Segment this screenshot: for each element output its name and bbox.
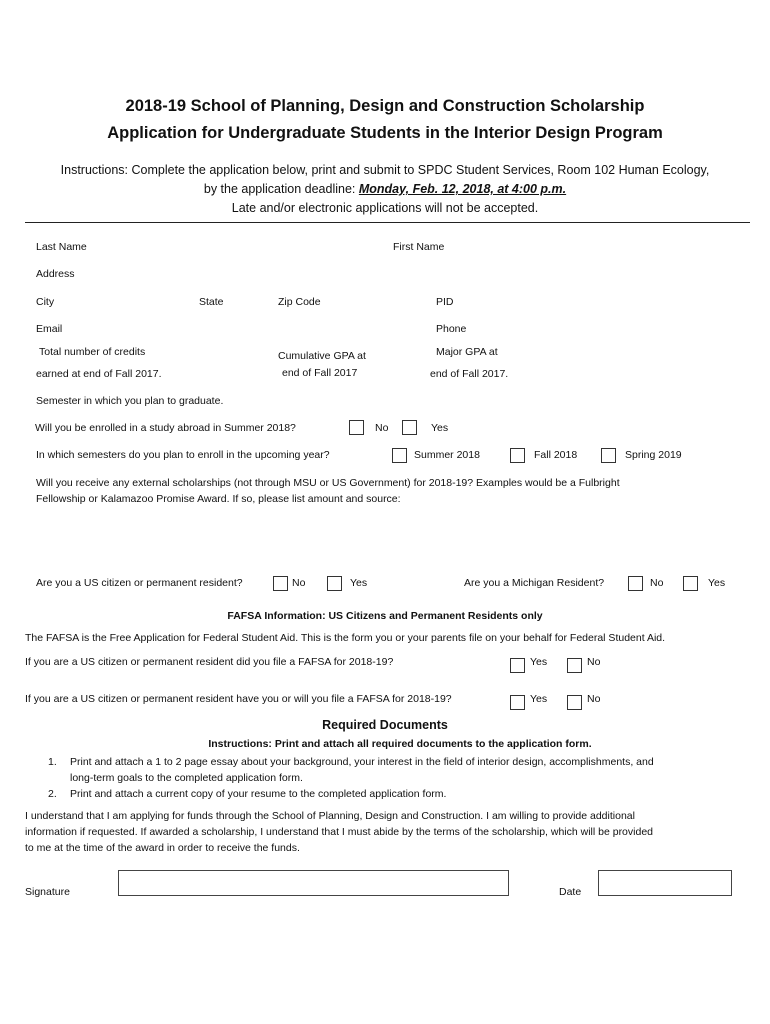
email-label: Email: [36, 323, 63, 335]
fall-2018-checkbox[interactable]: [510, 448, 525, 463]
fafsa-question-1: If you are a US citizen or permanent resident did you file a FAFSA for 2018-19?: [25, 656, 394, 668]
instructions-line2: [0, 182, 770, 196]
graduation-semester-label: Semester in which you plan to graduate.: [36, 395, 224, 407]
fafsa-question-2: If you are a US citizen or permanent resident have you or will you file a FAFSA for 2018-19?: [25, 693, 452, 705]
required-item-1-number: 1.: [48, 756, 57, 768]
fall-2018-label: Fall 2018: [534, 449, 578, 461]
citizen-no-label: No: [292, 577, 306, 589]
external-scholarships-line2: Fellowship or Kalamazoo Promise Award. If so, please list amount and source:: [36, 493, 401, 505]
major-gpa-label-line2: end of Fall 2017.: [430, 368, 509, 380]
semesters-question: In which semesters do you plan to enroll in the upcoming year?: [36, 449, 330, 461]
required-item-1-line1: Print and attach a 1 to 2 page essay about your background, your interest in the field of interior design, accomplishments, and: [70, 756, 654, 768]
study-abroad-yes-label: Yes: [431, 422, 449, 434]
form-title-line1: 2018-19 School of Planning, Design and Construction Scholarship: [125, 97, 645, 115]
zip-code-label: Zip Code: [278, 296, 321, 308]
michigan-yes-checkbox[interactable]: [683, 576, 698, 591]
instructions-line3: Late and/or electronic applications will not be accepted.: [231, 201, 539, 215]
citizen-yes-checkbox[interactable]: [327, 576, 342, 591]
fafsa-q1-yes-checkbox[interactable]: [510, 658, 525, 673]
citizen-question: Are you a US citizen or permanent resident?: [36, 577, 243, 589]
required-item-1-line2: long-term goals to the completed application form.: [70, 772, 303, 784]
summer-2018-checkbox[interactable]: [392, 448, 407, 463]
spring-2019-checkbox[interactable]: [601, 448, 616, 463]
fafsa-q1-yes-label: Yes: [530, 656, 548, 668]
agreement-line2: information if requested. If awarded a scholarship, I understand that I must abide by the terms of the scholarship, which will be provided: [25, 826, 654, 838]
first-name-label: First Name: [393, 241, 445, 253]
study-abroad-no-checkbox[interactable]: [349, 420, 364, 435]
fafsa-q1-no-label: No: [587, 656, 601, 668]
study-abroad-yes-checkbox[interactable]: [402, 420, 417, 435]
phone-label: Phone: [436, 323, 467, 335]
fafsa-heading: FAFSA Information: US Citizens and Permanent Residents only: [227, 610, 543, 622]
study-abroad-question: Will you be enrolled in a study abroad in Summer 2018?: [35, 422, 296, 434]
required-documents-instructions: Instructions: Print and attach all required documents to the application form.: [208, 738, 592, 750]
fafsa-description: The FAFSA is the Free Application for Federal Student Aid. This is the form you or your parents file on your behalf for Federal Student Aid.: [25, 632, 666, 644]
credits-label-line2: earned at end of Fall 2017.: [36, 368, 162, 380]
major-gpa-label-line1: Major GPA at: [436, 346, 498, 358]
spring-2019-label: Spring 2019: [625, 449, 682, 461]
summer-2018-label: Summer 2018: [414, 449, 480, 461]
fafsa-q2-no-label: No: [587, 693, 601, 705]
state-label: State: [199, 296, 224, 308]
required-item-2-number: 2.: [48, 788, 57, 800]
citizen-yes-label: Yes: [350, 577, 368, 589]
external-scholarships-line1: Will you receive any external scholarships (not through MSU or US Government) for 2018-19? Examples would be a Fulbright: [36, 477, 620, 489]
fafsa-q2-yes-label: Yes: [530, 693, 548, 705]
cumulative-gpa-label-line1: Cumulative GPA at: [278, 350, 366, 362]
fafsa-q1-no-checkbox[interactable]: [567, 658, 582, 673]
credits-label-line1: Total number of credits: [39, 346, 146, 358]
michigan-yes-label: Yes: [708, 577, 726, 589]
header-divider: [25, 222, 750, 223]
fafsa-q2-yes-checkbox[interactable]: [510, 695, 525, 710]
form-title-line2: Application for Undergraduate Students in the Interior Design Program: [107, 124, 663, 142]
address-label: Address: [36, 268, 75, 280]
michigan-resident-question: Are you a Michigan Resident?: [464, 577, 605, 589]
study-abroad-no-label: No: [375, 422, 389, 434]
michigan-no-checkbox[interactable]: [628, 576, 643, 591]
instructions-deadline-prefix: by the application deadline:: [203, 182, 359, 196]
date-label: Date: [559, 886, 582, 898]
pid-label: PID: [436, 296, 454, 308]
city-label: City: [36, 296, 55, 308]
signature-field[interactable]: [118, 870, 509, 896]
agreement-line3: to me at the time of the award in order to receive the funds.: [25, 842, 300, 854]
date-field[interactable]: [598, 870, 732, 896]
agreement-line1: I understand that I am applying for funds through the School of Planning, Design and Construction. I am willing to provide additional: [25, 810, 635, 822]
application-deadline: Monday, Feb. 12, 2018, at 4:00 p.m.: [358, 182, 567, 196]
fafsa-q2-no-checkbox[interactable]: [567, 695, 582, 710]
last-name-label: Last Name: [36, 241, 87, 253]
signature-label: Signature: [25, 886, 70, 898]
instructions-line1: Instructions: Complete the application below, print and submit to SPDC Student Services, Room 102 Human Ecology,: [60, 163, 710, 177]
cumulative-gpa-label-line2: end of Fall 2017: [282, 367, 358, 379]
citizen-no-checkbox[interactable]: [273, 576, 288, 591]
michigan-no-label: No: [650, 577, 664, 589]
required-documents-heading: Required Documents: [322, 718, 448, 732]
required-item-2-line1: Print and attach a current copy of your resume to the completed application form.: [70, 788, 447, 800]
